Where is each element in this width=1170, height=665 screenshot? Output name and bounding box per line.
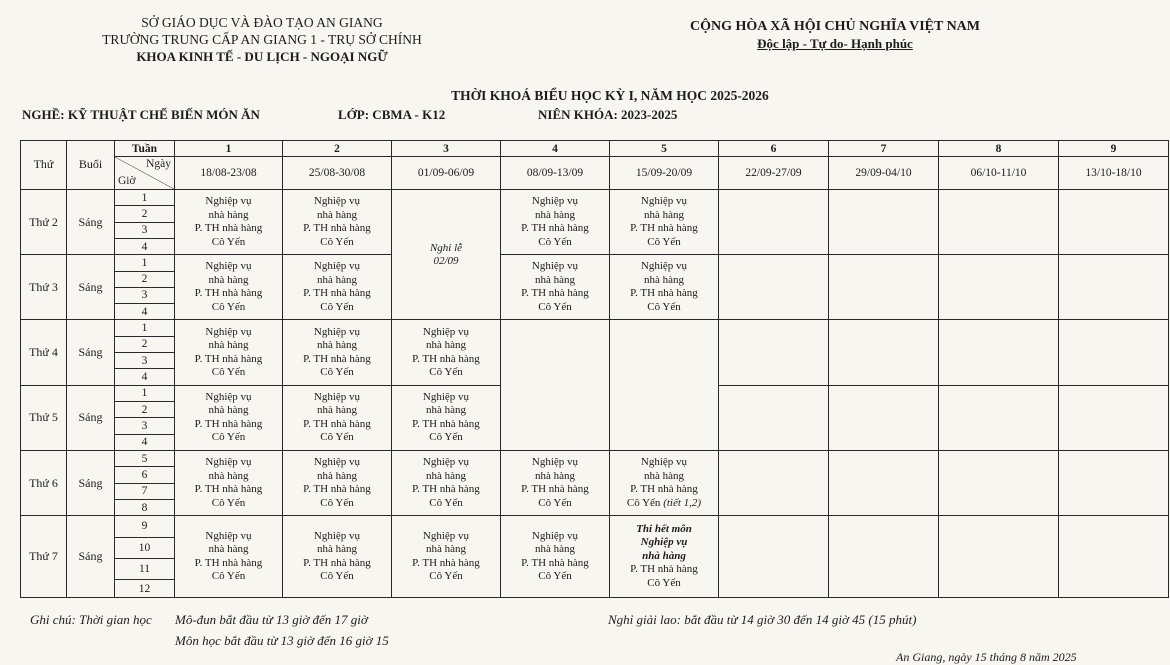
notes-break-time: Nghỉ giải lao: bắt đầu từ 14 giờ 30 đến 14 giờ 45 (15 phút) xyxy=(608,612,917,627)
empty-cell xyxy=(719,385,829,450)
period-number: 5 xyxy=(115,450,175,466)
lesson-cell-partial: Nghiệp vụ nhà hàng P. TH nhà hàng Cô Yến (tiết 1,2) xyxy=(610,450,719,515)
period-number: 11 xyxy=(115,559,175,580)
period-number: 4 xyxy=(115,304,175,320)
empty-cell xyxy=(939,385,1059,450)
week-number: 6 xyxy=(719,141,829,157)
timetable xyxy=(20,140,1169,598)
period-number: 6 xyxy=(115,467,175,483)
lesson-cell: Nghiệp vụ nhà hàng P. TH nhà hàng Cô Yến xyxy=(392,450,501,515)
lesson-cell: Nghiệp vụ nhà hàng P. TH nhà hàng Cô Yến xyxy=(501,255,610,320)
week-number: 8 xyxy=(939,141,1059,157)
meta-class: LỚP: CBMA - K12 xyxy=(338,107,446,122)
lesson-cell: Nghiệp vụ nhà hàng P. TH nhà hàng Cô Yến xyxy=(610,255,719,320)
empty-cell xyxy=(1059,450,1169,515)
period-number: 8 xyxy=(115,499,175,515)
lesson-cell: Nghiệp vụ nhà hàng P. TH nhà hàng Cô Yến xyxy=(283,255,392,320)
empty-cell xyxy=(1059,385,1169,450)
week-dates: 29/09-04/10 xyxy=(829,157,939,190)
day-label: Thứ 2 xyxy=(21,189,67,254)
lesson-cell: Nghiệp vụ nhà hàng P. TH nhà hàng Cô Yến xyxy=(610,189,719,254)
week-dates: 15/09-20/09 xyxy=(610,157,719,190)
diag-period-label: Giờ xyxy=(118,174,136,187)
period-number: 3 xyxy=(115,222,175,238)
week-dates: 01/09-06/09 xyxy=(392,157,501,190)
header-motto: Độc lập - Tự do- Hạnh phúc xyxy=(757,36,913,51)
diagonal-header xyxy=(115,157,175,190)
lesson-cell: Nghiệp vụ nhà hàng P. TH nhà hàng Cô Yến xyxy=(501,450,610,515)
period-number: 4 xyxy=(115,369,175,385)
day-label: Thứ 5 xyxy=(21,385,67,450)
week-dates: 06/10-11/10 xyxy=(939,157,1059,190)
lesson-cell: Nghiệp vụ nhà hàng P. TH nhà hàng Cô Yến xyxy=(392,385,501,450)
empty-cell xyxy=(829,255,939,320)
empty-cell xyxy=(719,255,829,320)
lesson-cell: Nghiệp vụ nhà hàng P. TH nhà hàng Cô Yến xyxy=(283,385,392,450)
notes-label: Ghi chú: Thời gian học xyxy=(30,612,152,627)
lesson-cell: Nghiệp vụ nhà hàng P. TH nhà hàng Cô Yến xyxy=(392,516,501,598)
lesson-cell: Nghiệp vụ nhà hàng P. TH nhà hàng Cô Yến xyxy=(283,516,392,598)
lesson-cell: Nghiệp vụ nhà hàng P. TH nhà hàng Cô Yến xyxy=(175,255,283,320)
empty-cell xyxy=(829,385,939,450)
week-number: 7 xyxy=(829,141,939,157)
week-number: 1 xyxy=(175,141,283,157)
period-number: 3 xyxy=(115,353,175,369)
exam-cell: Thi hết môn Nghiệp vụ nhà hàng P. TH nhà hàng Cô Yến xyxy=(610,516,719,598)
period-number: 3 xyxy=(115,287,175,303)
empty-cell xyxy=(610,320,719,451)
period-number: 1 xyxy=(115,255,175,271)
week-dates: 22/09-27/09 xyxy=(719,157,829,190)
empty-cell xyxy=(719,450,829,515)
week-number: 4 xyxy=(501,141,610,157)
col-header-session: Buổi xyxy=(67,141,115,190)
lesson-cell: Nghiệp vụ nhà hàng P. TH nhà hàng Cô Yến xyxy=(283,320,392,385)
day-label: Thứ 4 xyxy=(21,320,67,385)
period-number: 2 xyxy=(115,271,175,287)
lesson-cell: Nghiệp vụ nhà hàng P. TH nhà hàng Cô Yến xyxy=(283,189,392,254)
empty-cell xyxy=(1059,320,1169,385)
empty-cell xyxy=(939,255,1059,320)
lesson-cell: Nghiệp vụ nhà hàng P. TH nhà hàng Cô Yến xyxy=(175,320,283,385)
period-number: 1 xyxy=(115,385,175,401)
notes-module-time: Mô-đun bắt đầu từ 13 giờ đến 17 giờ xyxy=(175,612,368,627)
period-number: 9 xyxy=(115,516,175,537)
session-label: Sáng xyxy=(67,189,115,254)
week-dates: 08/09-13/09 xyxy=(501,157,610,190)
empty-cell xyxy=(829,450,939,515)
session-label: Sáng xyxy=(67,320,115,385)
col-header-day: Thứ xyxy=(21,141,67,190)
period-number: 4 xyxy=(115,434,175,450)
lesson-cell: Nghiệp vụ nhà hàng P. TH nhà hàng Cô Yến xyxy=(501,516,610,598)
holiday-cell: Nghỉ lễ 02/09 xyxy=(392,189,501,320)
header-department-name: SỞ GIÁO DỤC VÀ ĐÀO TẠO AN GIANG xyxy=(141,15,383,30)
lesson-cell: Nghiệp vụ nhà hàng P. TH nhà hàng Cô Yến xyxy=(175,450,283,515)
period-number: 7 xyxy=(115,483,175,499)
empty-cell xyxy=(829,516,939,598)
empty-cell xyxy=(1059,255,1169,320)
notes-block xyxy=(30,612,590,652)
header-school xyxy=(62,14,462,65)
week-number: 9 xyxy=(1059,141,1169,157)
empty-cell xyxy=(939,516,1059,598)
period-number: 2 xyxy=(115,336,175,352)
day-label: Thứ 7 xyxy=(21,516,67,598)
lesson-cell: Nghiệp vụ nhà hàng P. TH nhà hàng Cô Yến xyxy=(501,189,610,254)
empty-cell xyxy=(939,189,1059,254)
meta-profession: NGHỀ: KỸ THUẬT CHẾ BIẾN MÓN ĂN xyxy=(22,107,260,122)
week-dates: 13/10-18/10 xyxy=(1059,157,1169,190)
day-label: Thứ 6 xyxy=(21,450,67,515)
day-label: Thứ 3 xyxy=(21,255,67,320)
empty-cell xyxy=(939,320,1059,385)
doc-title: THỜI KHOÁ BIỂU HỌC KỲ I, NĂM HỌC 2025-2026 xyxy=(451,88,769,103)
empty-cell xyxy=(1059,516,1169,598)
period-number: 3 xyxy=(115,418,175,434)
header-country: CỘNG HÒA XÃ HỘI CHỦ NGHĨA VIỆT NAM xyxy=(689,19,980,34)
session-label: Sáng xyxy=(67,450,115,515)
week-number: 3 xyxy=(392,141,501,157)
col-header-week: Tuần xyxy=(115,141,175,157)
empty-cell xyxy=(719,320,829,385)
lesson-cell: Nghiệp vụ nhà hàng P. TH nhà hàng Cô Yến xyxy=(175,189,283,254)
header-school-name: TRƯỜNG TRUNG CẤP AN GIANG 1 - TRỤ SỞ CHÍNH xyxy=(102,32,422,47)
empty-cell xyxy=(719,189,829,254)
period-number: 12 xyxy=(115,580,175,598)
period-number: 1 xyxy=(115,189,175,205)
week-number: 5 xyxy=(610,141,719,157)
notes-subject-time: Môn học bắt đầu từ 13 giờ đến 16 giờ 15 xyxy=(175,633,389,648)
meta-course-years: NIÊN KHÓA: 2023-2025 xyxy=(538,107,678,122)
empty-cell xyxy=(719,516,829,598)
session-label: Sáng xyxy=(67,385,115,450)
period-number: 4 xyxy=(115,238,175,254)
week-dates: 25/08-30/08 xyxy=(283,157,392,190)
lesson-cell: Nghiệp vụ nhà hàng P. TH nhà hàng Cô Yến xyxy=(175,516,283,598)
lesson-cell: Nghiệp vụ nhà hàng P. TH nhà hàng Cô Yến xyxy=(392,320,501,385)
period-number: 10 xyxy=(115,537,175,558)
session-label: Sáng xyxy=(67,255,115,320)
empty-cell xyxy=(829,320,939,385)
lesson-cell: Nghiệp vụ nhà hàng P. TH nhà hàng Cô Yến xyxy=(283,450,392,515)
period-number: 2 xyxy=(115,402,175,418)
period-number: 1 xyxy=(115,320,175,336)
footer-date: An Giang, ngày 15 tháng 8 năm 2025 xyxy=(896,650,1077,664)
session-label: Sáng xyxy=(67,516,115,598)
week-dates: 18/08-23/08 xyxy=(175,157,283,190)
week-number: 2 xyxy=(283,141,392,157)
diag-day-label: Ngày xyxy=(146,158,171,171)
header-faculty-name: KHOA KINH TẾ - DU LỊCH - NGOẠI NGỮ xyxy=(136,49,388,64)
empty-cell xyxy=(1059,189,1169,254)
header-national xyxy=(650,18,1020,52)
lesson-cell: Nghiệp vụ nhà hàng P. TH nhà hàng Cô Yến xyxy=(175,385,283,450)
period-number: 2 xyxy=(115,206,175,222)
empty-cell xyxy=(501,320,610,451)
empty-cell xyxy=(829,189,939,254)
empty-cell xyxy=(939,450,1059,515)
